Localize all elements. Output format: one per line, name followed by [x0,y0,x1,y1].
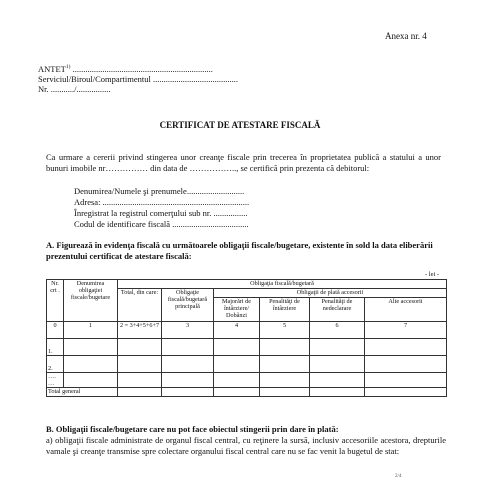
table-cell [64,373,118,388]
col-number: 1 [64,322,118,339]
row-label: …. … [47,373,64,388]
col-number: 2 = 3+4+5+6+7 [118,322,162,339]
page-number: 2/4 [395,474,402,479]
table-cell [162,339,214,356]
table-cell [118,339,162,356]
table-cell [214,373,260,388]
annex-number: Anexa nr. 4 [385,31,427,41]
table-cell [310,339,365,356]
table-cell [260,356,310,373]
table-cell [162,356,214,373]
table-cell [310,373,365,388]
header-alte-accesorii: Alte accesorii [365,298,447,322]
header-penalitati-intarziere: Penalităţi de întârziere [260,298,310,322]
section-b-heading: B. Obligaţii fiscale/bugetare care nu pot face obiectul stingerii prin dare în plată: [46,424,339,434]
col-number: 6 [310,322,365,339]
table-cell [260,339,310,356]
header-obligatia: Obligaţia fiscală/bugetară [118,280,447,289]
table-cell [214,339,260,356]
table-cell [118,388,162,397]
col-number: 4 [214,322,260,339]
header-nr-crt: Nr. crt . [47,280,64,322]
col-number: 3 [162,322,214,339]
section-a-heading: A. Figurează în evidenţa fiscală cu următoarele obligaţii fiscale/bugetare, existente în sold la data eliberării prezentului certificat de atestare fiscală: [46,240,433,261]
table-row [47,373,447,388]
header-accesorii: Obligaţii de plată accesorii [214,289,447,298]
table-row [47,356,447,373]
table-cell [260,388,310,397]
table-cell [64,339,118,356]
total-row [47,388,447,397]
obligations-table [46,279,447,397]
row-label: 2. [47,356,64,373]
header-penalitati-nedeclarare: Penalităţi de nedeclarare [310,298,365,322]
table-row [47,339,447,356]
header-majorari: Majorări de întârziere/ Dobânzi [214,298,260,322]
header-total: Total, din care: [118,289,162,322]
table-cell [365,373,447,388]
table-cell [365,339,447,356]
table-cell [118,373,162,388]
table-cell [365,356,447,373]
table-cell [162,373,214,388]
header-denumirea: Denumirea obligaţiei fiscale/bugetare [64,280,118,322]
table-cell [162,388,214,397]
section-b-paragraph: a) obligaţii fiscale administrate de organul fiscal central, cu reţinere la sursă, inclusiv accesoriile acestora, drepturile vamale şi creanţe transmise spre colectare organului fiscal central care nu se fac venit la bugetul de stat: [46,435,446,456]
table-cell [118,356,162,373]
intro-paragraph: Ca urmare a cererii privind stingerea unor creanţe fiscale prin trecerea în proprietatea publică a statului a unor bunuri imobile nr…………… din data de …………….., se certifică prin prezenta că debitorul: [46,152,441,173]
col-number: 0 [47,322,64,339]
field-denumirea: Denumirea/Numele şi prenumele........................... [74,186,245,196]
table-cell [310,388,365,397]
col-number: 7 [365,322,447,339]
field-registru: Înregistrat la registrul comerţului sub nr. ................ [74,208,248,218]
table-cell [260,373,310,388]
total-general-label: Total general [47,388,118,397]
currency-note: - lei - [425,271,440,278]
table-cell [64,356,118,373]
header-serviciu: Serviciul/Biroul/Compartimentul ........................................ [38,74,238,84]
table-cell [214,388,260,397]
table-cell [310,356,365,373]
document-title: CERTIFICAT DE ATESTARE FISCALĂ [159,120,321,130]
table-cell [214,356,260,373]
header-nr: Nr. .........../................ [38,84,111,94]
table-cell [365,388,447,397]
col-number: 5 [260,322,310,339]
field-cod-fiscal: Codul de identificare fiscală .................................... [74,219,249,229]
header-antet: ANTET$^{1)}$ .................................................................. [38,64,213,74]
header-principala: Obligaţie fiscală/bugetară principală [162,289,214,322]
row-label: 1. [47,339,64,356]
field-adresa: Adresa: ..................................................................... [74,197,250,207]
